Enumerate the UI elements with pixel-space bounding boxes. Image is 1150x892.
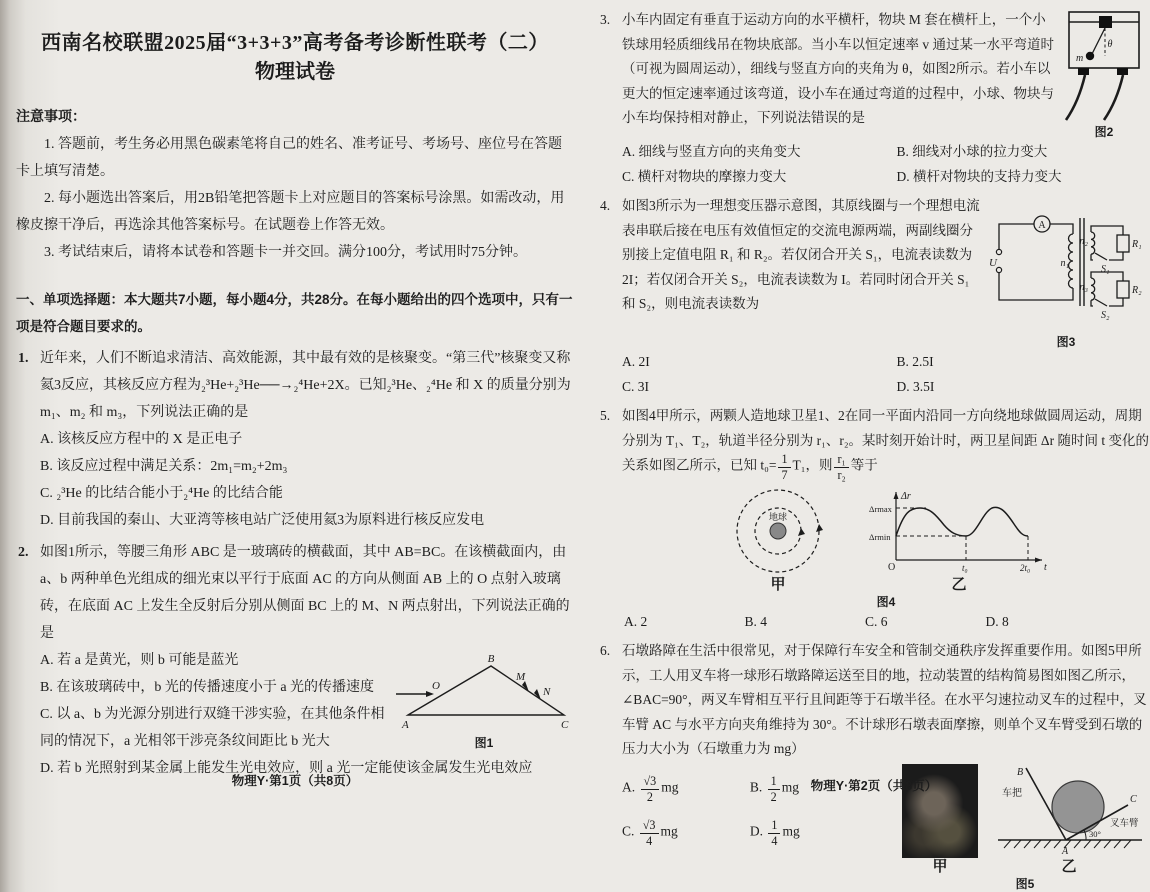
figure-3-transformer-diagram (982, 194, 1150, 350)
exit-ray-n-arrowhead (534, 689, 541, 700)
question-1-stem: 近年来，人们不断追求清洁、高效能源，其中最有效的是核聚变。“第三代”核聚变又称氦3反应，其核反应方程为₂³He+₂³He──→₂⁴He+2X。已知₂³He、₂⁴He 和 X 的质量分别为 m₁、m₂ 和 m₃，下列说法正确的是 (40, 351, 571, 420)
point-b-label: B (487, 653, 495, 665)
question-4-option-d: D. 3.5I (896, 378, 935, 394)
y-axis-arrowhead (894, 492, 899, 499)
question-2 (16, 539, 574, 782)
option-suffix: mg (781, 779, 799, 795)
earth-label: 地球 (768, 511, 788, 522)
exam-page-2 (598, 0, 1150, 891)
option-fraction (640, 819, 659, 848)
point-c-label: C (1130, 793, 1137, 805)
ball (1086, 52, 1094, 60)
point-o-label: O (432, 680, 440, 692)
outer-orbit-arrow (816, 524, 823, 532)
figure-2-cart-diagram (1058, 8, 1150, 140)
page-2-footer: 物理Y·第2页（共8页） (810, 779, 938, 793)
2t0-tick-label: 2t₀ (1020, 562, 1031, 573)
point-n-label: N (543, 686, 551, 698)
fraction-numerator: r₁ (834, 453, 848, 468)
wire (1109, 252, 1123, 260)
option-letter: C. (622, 823, 635, 839)
question-3-option-c: C. 横杆对物块的摩擦力变大 (622, 168, 787, 184)
fraction-one-seventh (778, 453, 790, 482)
fraction-denominator: r₂ (837, 467, 846, 482)
prism-triangle-drawing (396, 651, 572, 735)
question-4-option-a: A. 2I (622, 354, 650, 369)
question-5-option-b: B. 4 (744, 613, 768, 629)
question-6 (598, 639, 1150, 892)
x-axis-label: t (1044, 561, 1047, 573)
question-6-option-c (622, 819, 750, 848)
question-1 (16, 345, 574, 534)
question-1-option-d: D. 目前我国的秦山、大亚湾等核电站广泛使用氦3为原料进行核反应发电 (40, 513, 485, 528)
question-1-option-c: C. ₂³He 的比结合能小于₂⁴He 的比结合能 (40, 486, 283, 501)
secondary-coil-1-label: n₂ (1079, 236, 1088, 247)
option-suffix: mg (660, 823, 678, 839)
wire (1050, 224, 1073, 234)
question-3-number: 3. (600, 12, 611, 27)
primary-coil-label: n₁ (1060, 258, 1069, 269)
fraction-denominator: 2 (770, 790, 777, 804)
question-5-stem-part-b: T₁，则 (792, 457, 833, 473)
question-2-number: 2. (18, 545, 29, 560)
question-6-option-d (750, 819, 878, 848)
fraction-denominator: 4 (646, 834, 653, 848)
question-1-option-a: A. 该核反应方程中的 X 是正电子 (40, 432, 243, 447)
question-5-option-d: D. 8 (985, 613, 1009, 629)
option-letter: D. (749, 823, 763, 839)
question-3-stem: 小车内固定有垂直于运动方向的水平横杆，物块 M 套在横杆上，一个小铁球用轻质细线吊在物块底部。当小车以恒定速率 v 通过某一水平弯道时（可视为圆周运动），细线与竖直方向的夹角为 θ，如图2所示。若小车以更大的恒定速率通过该弯道，设小车在通过弯道的过程中，小球、物块与小车均保持相对静止，下列说法错误的是 (622, 12, 1054, 125)
ball-mass-label: m (1076, 53, 1084, 64)
angle-theta-label: θ (1107, 39, 1113, 50)
origin-label: O (888, 561, 896, 573)
fraction-numerator: 1 (768, 775, 780, 790)
separation-curve (896, 507, 1028, 536)
wire (999, 273, 1073, 300)
question-5-stem-part-c: 等于 (850, 457, 878, 473)
question-4-option-c: C. 3I (622, 378, 649, 394)
wire (1109, 298, 1123, 306)
resistor-1 (1117, 235, 1129, 252)
question-2-option-b: B. 在该玻璃砖中，b 光的传播速度小于 a 光的传播速度 (40, 680, 375, 695)
figure-4-caption: 图4 (876, 594, 896, 609)
notice-item-1: 1. 答题前，考生务必用黑色碳素笔将自己的姓名、准考证号、考场号、座位号在答题卡上填写清楚。 (16, 137, 562, 179)
question-4-number: 4. (600, 198, 611, 213)
angle-30-label: 30° (1089, 828, 1101, 839)
notice-heading: 注意事项： (16, 110, 86, 125)
question-3-option-a: A. 细线与竖直方向的夹角变大 (622, 144, 801, 159)
fraction-numerator: √3 (641, 775, 660, 790)
figure-4-orbits-diagram (722, 486, 834, 594)
source-voltage-label: U (989, 257, 997, 269)
fraction-numerator: 1 (768, 819, 780, 834)
question-1-option-b: B. 该反应过程中满足关系：2m₁=m₂+2m₃ (40, 459, 288, 474)
curved-track-left (1066, 75, 1085, 120)
string (1092, 28, 1105, 54)
resistor-2 (1117, 281, 1129, 298)
question-4 (598, 194, 1150, 399)
earth (770, 523, 786, 539)
question-6-number: 6. (600, 643, 611, 658)
figure-5-photo-sublabel: 甲 (932, 858, 948, 875)
question-5-stem-part-a: 如图4甲所示，两颗人造地球卫星1、2在同一平面内沿同一方向绕地球做圆周运动，周期分别为 T₁、T₂，轨道半径分别为 r₁、r₂。某时刻开始计时，两卫星间距 Δr 随时间 t 变化的关系如图乙所示，已知 t₀= (622, 408, 1149, 473)
handle-label: 车把 (1002, 787, 1022, 799)
switch-1-label: S₁ (1101, 264, 1110, 275)
figure-5-caption: 图5 (1015, 876, 1035, 891)
question-4-option-b: B. 2.5I (896, 354, 934, 369)
figure-1-caption: 图1 (474, 736, 494, 750)
option-fraction (768, 819, 780, 848)
notice-item-2: 2. 每小题选出答案后，用2B铅笔把答题卡上对应题目的答案标号涂黑。如需改动，用橡皮擦干净后，再选涂其他答案标号。在试题卷上作答无效。 (16, 191, 565, 233)
exam-page-1 (16, 0, 574, 800)
option-suffix: mg (661, 779, 679, 795)
notice-item-3: 3. 考试结束后，请将本试卷和答题卡一并交回。满分100分，考试用时75分钟。 (44, 245, 527, 260)
primary-coil (1069, 234, 1074, 288)
option-letter: A. (622, 779, 636, 795)
question-5-stem (622, 404, 1150, 482)
fraction-denominator: 4 (771, 834, 778, 848)
question-3-option-d: D. 横杆对物块的支持力变大 (896, 168, 1062, 184)
option-letter: B. (749, 779, 763, 795)
secondary-coil-2-label: n₃ (1079, 282, 1088, 293)
question-2-option-c: C. 以 a、b 为光源分别进行双缝干涉实验，在其他条件相同的情况下，a 光相邻干涉亮条纹间距比 b 光大 (40, 707, 385, 749)
wire (1091, 254, 1093, 260)
figure-1-glass-prism-diagram (394, 647, 574, 755)
secondary-coil-1 (1091, 232, 1095, 254)
switch-2-label: S₂ (1101, 310, 1110, 321)
block-M (1099, 16, 1112, 28)
cart-drawing (1061, 8, 1147, 124)
question-2-stem: 如图1所示，等腰三角形 ABC 是一玻璃砖的横截面，其中 AB=BC。在该横截面内，由 a、b 两种单色光组成的细光束以平行于底面 AC 的方向从侧面 AB 上的 O 点射入玻璃砖，在底面 AC 上发生全反射后分别从侧面 BC 上的 M、N 两点射出，下列说法正确的是 (40, 545, 570, 641)
question-1-number: 1. (18, 351, 29, 366)
cart-mount-right (1117, 68, 1128, 75)
fraction-r1-over-r2 (834, 453, 848, 482)
ammeter-label: A (1038, 220, 1046, 231)
question-4-stem: 如图3所示为一理想变压器示意图，其原线圈与一个理想电流表串联后接在电压有效值恒定的交流电源两端，两副线圈分别接上定值电阻 R₁ 和 R₂。若仅闭合开关 S₁，电流表读数为 2I；若仅闭合开关 S₂，电流表读数为 I。若同时闭合开关 S₁ 和 S₂，则电流表读数为 (622, 198, 980, 311)
exam-title-line-1: 西南名校联盟2025届“3+3+3”高考备考诊断性联考（二） (41, 32, 549, 54)
question-5-option-c: C. 6 (865, 613, 888, 629)
question-3-option-b: B. 细线对小球的拉力变大 (896, 144, 1048, 159)
secondary-coil-2 (1091, 278, 1095, 300)
figure-2-caption: 图2 (1094, 125, 1114, 139)
point-a-label: A (402, 719, 409, 731)
fork-arm-label: 叉车臂 (1110, 818, 1139, 829)
switch-2-blade (1095, 299, 1107, 306)
wire (1091, 226, 1123, 235)
exam-title-line-2: 物理试卷 (255, 61, 335, 83)
figure-5-diagram-sublabel: 乙 (1061, 858, 1077, 875)
transformer-circuit-drawing (985, 194, 1147, 334)
x-axis-arrowhead (1035, 557, 1042, 562)
question-2-option-d: D. 若 b 光照射到某金属上能发生光电效应，则 a 光一定能使该金属发生光电效应 (40, 761, 533, 776)
fraction-numerator: √3 (640, 819, 659, 834)
point-c-label: C (561, 719, 569, 731)
question-3 (598, 8, 1150, 189)
fraction-numerator: 1 (778, 453, 790, 468)
question-5-option-a: A. 2 (624, 613, 648, 629)
question-6-stem: 石墩路障在生活中很常见，对于保障行车安全和管制交通秩序发挥重要作用。如图5甲所示，工人用叉车将一球形石墩路障运送至目的地，拉动装置的结构简易图如图乙所示，∠BAC=90°，两叉车臂相互平行且间距等于石墩半径。在水平匀速拉动叉车的过程中，叉车臂 AC 与水平方向夹角维持为 30°。不计球形石墩表面摩擦，则单个叉车臂受到石墩的压力大小为（石墩重力为 mg） (622, 643, 1147, 756)
figure-3-caption: 图3 (1056, 335, 1076, 349)
delta-r-vs-t-graph (868, 486, 1050, 576)
figure-4-right-sublabel: 乙 (951, 576, 967, 593)
source-terminal-bottom (996, 267, 1001, 272)
resistor-2-label: R₂ (1132, 285, 1142, 296)
wire (999, 224, 1034, 249)
page-1-footer: 物理Y·第1页（共8页） (231, 774, 359, 788)
y-axis-label: Δr (901, 490, 911, 502)
fraction-denominator: 7 (781, 467, 788, 482)
question-2-option-a: A. 若 a 是黄光，则 b 可能是蓝光 (40, 653, 239, 668)
section-1-heading: 一、单项选择题：本大题共7小题，每小题4分，共28分。在每小题给出的四个选项中，只有一项是符合题目要求的。 (16, 292, 573, 334)
figure-4-group (622, 486, 1150, 594)
t0-tick-label: t₀ (962, 562, 968, 573)
option-suffix: mg (782, 823, 800, 839)
switch-1-blade (1095, 253, 1107, 260)
wire (1091, 300, 1093, 306)
curved-track-right (1104, 75, 1123, 120)
resistor-1-label: R₁ (1132, 239, 1142, 250)
point-m-label: M (516, 671, 526, 683)
delta-r-max-label: Δrmax (869, 503, 892, 514)
source-terminal-top (996, 249, 1001, 254)
point-a-label: A (1062, 845, 1069, 857)
figure-4-left-sublabel: 甲 (770, 576, 786, 593)
figure-4-graph (868, 486, 1050, 594)
satellite-orbits-drawing (722, 486, 834, 576)
cart-mount-left (1078, 68, 1089, 75)
question-5 (598, 404, 1150, 634)
point-b-label: B (1017, 766, 1024, 778)
question-5-number: 5. (600, 408, 611, 423)
inner-orbit-arrow (798, 528, 805, 536)
fraction-denominator: 2 (646, 790, 653, 804)
delta-r-min-label: Δrmin (869, 531, 891, 542)
